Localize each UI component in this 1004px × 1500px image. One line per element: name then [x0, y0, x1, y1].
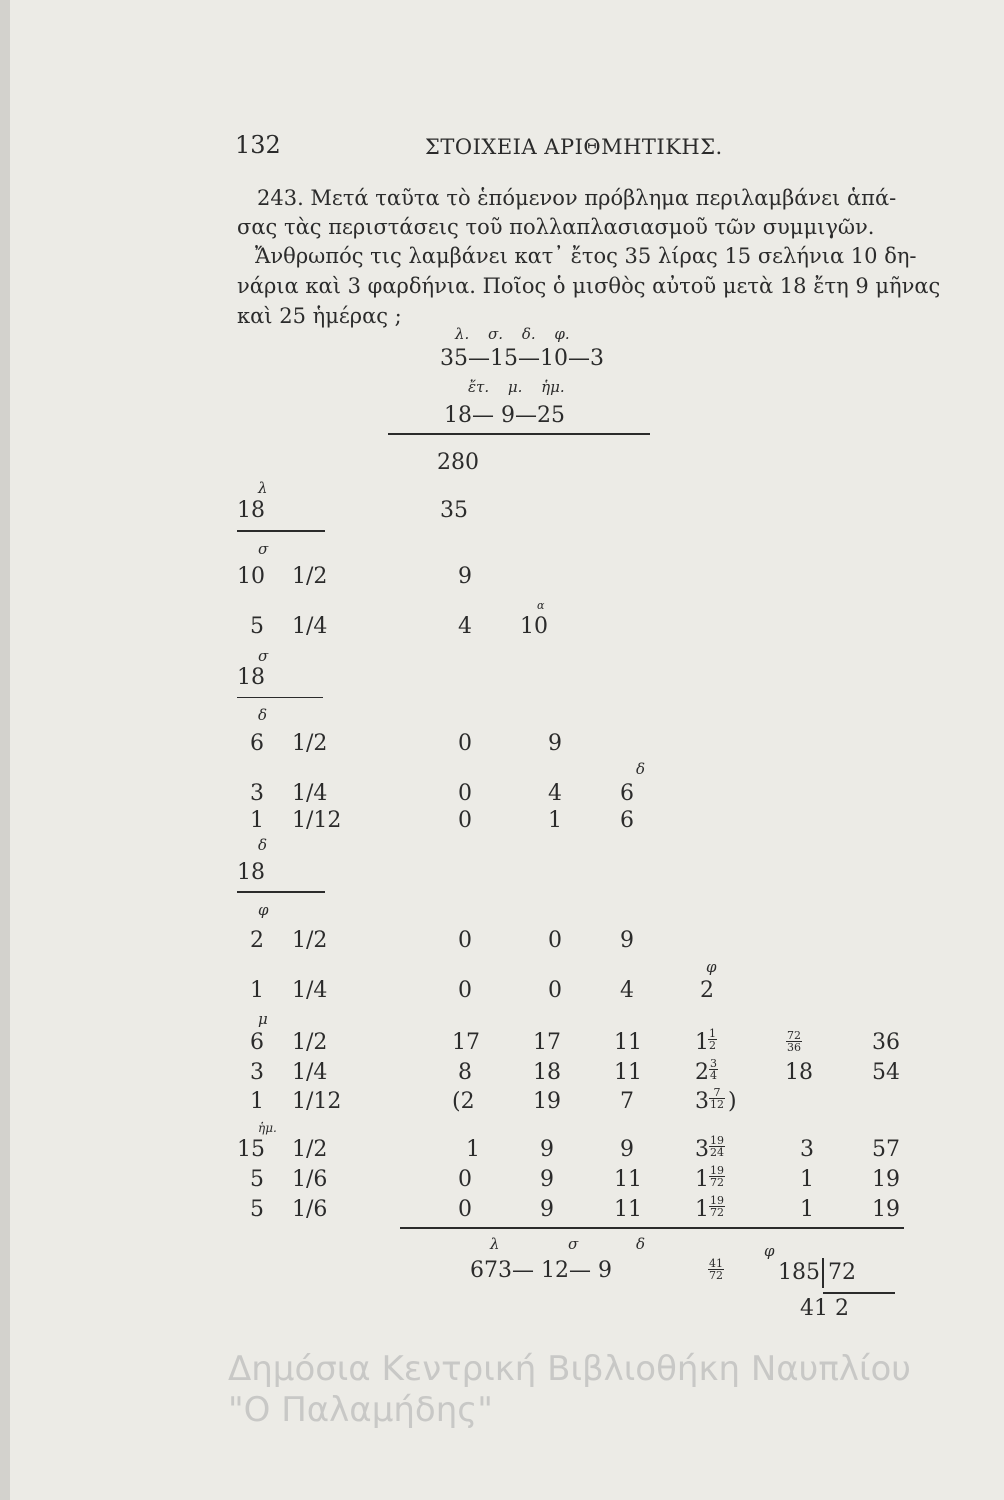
- division-dividend: 185: [778, 1260, 820, 1285]
- value-2: 2: [700, 978, 714, 1003]
- row5-a: 5: [250, 1167, 264, 1192]
- division-divisor: 72: [828, 1260, 856, 1285]
- fraction-half-a: 1/2: [292, 564, 328, 589]
- value-4-b: 4: [548, 781, 562, 806]
- unit-label-delta-3: δ: [258, 836, 268, 854]
- fraction-quarter-a: 1/4: [292, 614, 328, 639]
- fraction-quarter-b: 1/4: [292, 781, 328, 806]
- paragraph-line-3: Ἄνθρωπός τις λαμβάνει κατ᾽ ἔτος 35 λίρας 15 σελήνια 10 δη-: [255, 244, 917, 268]
- row2-g: 18: [785, 1060, 813, 1085]
- value-4-c: 4: [620, 978, 634, 1003]
- setup-values-2: 18— 9—25: [444, 403, 565, 428]
- row3-b: 1/12: [292, 1089, 342, 1114]
- value-6-a: 6: [620, 781, 634, 806]
- part-10: 10: [237, 564, 265, 589]
- rule-2: [237, 697, 323, 698]
- row5-h: 19: [872, 1167, 900, 1192]
- row4-d: 9: [540, 1137, 554, 1162]
- total-unit-lambda: λ: [490, 1235, 500, 1253]
- page-number: 132: [235, 131, 281, 159]
- row1-f: 1: [695, 1030, 709, 1055]
- fraction-half-b: 1/2: [292, 731, 328, 756]
- row2-h: 54: [872, 1060, 900, 1085]
- row2-c: 8: [458, 1060, 472, 1085]
- page-edge-shadow: [0, 0, 10, 1500]
- setup-units-2: ἔτ. μ. ἡμ.: [468, 378, 565, 396]
- division-result: 41 2: [800, 1296, 849, 1321]
- part-3-a: 3: [250, 781, 264, 806]
- unit-label-mu: μ: [258, 1010, 268, 1028]
- row5-c: 0: [458, 1167, 472, 1192]
- unit-label-phi-1: φ: [258, 901, 269, 919]
- paragraph-line-2: σας τὰς περιστάσεις τοῦ πολλαπλασιασμοῦ τῶν συμμιγῶν.: [237, 215, 875, 239]
- value-35: 35: [440, 498, 468, 523]
- part-1-a: 1: [250, 808, 264, 833]
- value-0-d: 0: [458, 928, 472, 953]
- row2-f: 2: [695, 1060, 709, 1085]
- row5-fraction: $\frac{19}{72}$: [710, 1164, 724, 1189]
- row5-e: 11: [614, 1167, 642, 1192]
- part-1-b: 1: [250, 978, 264, 1003]
- row4-h: 57: [872, 1137, 900, 1162]
- value-4-a: 4: [458, 614, 472, 639]
- row6-a: 5: [250, 1197, 264, 1222]
- multiplier-18-a: 18: [237, 498, 265, 523]
- unit-label-lambda: λ: [258, 479, 268, 497]
- row1-fraction: $\frac{1}{2}$: [709, 1027, 716, 1052]
- unit-label-sigma-1: σ: [258, 540, 269, 558]
- value-0-c: 0: [458, 808, 472, 833]
- row4-c: 1: [466, 1137, 480, 1162]
- paragraph-line-4: νάρια καὶ 3 φαρδήνια. Ποῖος ὁ μισθὸς αὐτοῦ μετὰ 18 ἔτη 9 μῆνας: [237, 274, 941, 298]
- total-unit-phi: φ: [764, 1242, 775, 1260]
- division-bar: [822, 1258, 824, 1288]
- row5-b: 1/6: [292, 1167, 328, 1192]
- value-280: 280: [437, 450, 479, 475]
- fraction-half-c: 1/2: [292, 928, 328, 953]
- multiplier-18-c: 18: [237, 860, 265, 885]
- row5-d: 9: [540, 1167, 554, 1192]
- library-watermark-line-1: Δημόσια Κεντρική Βιβλιοθήκη Ναυπλίου: [228, 1349, 911, 1389]
- row5-f: 1: [695, 1167, 709, 1192]
- library-watermark-line-2: "Ο Παλαμήδης": [228, 1390, 493, 1430]
- value-1-a: 1: [548, 808, 562, 833]
- paragraph-line-1: 243. Μετά ταῦτα τὸ ἑπόμενον πρόβλημα περιλαμβάνει ἁπά-: [257, 186, 897, 210]
- row6-c: 0: [458, 1197, 472, 1222]
- row1-fraction-2: $\frac{72}{36}$: [787, 1029, 801, 1054]
- setup-rule: [388, 433, 650, 435]
- value-0-a: 0: [458, 731, 472, 756]
- total-value: 673— 12— 9: [470, 1258, 612, 1283]
- total-rule: [400, 1227, 904, 1229]
- total-fraction: $\frac{41}{72}$: [709, 1257, 723, 1282]
- total-unit-delta: δ: [636, 1235, 646, 1253]
- multiplier-18-b: 18: [237, 665, 265, 690]
- setup-values-1: 35—15—10—3: [440, 346, 604, 371]
- row1-g: 36: [872, 1030, 900, 1055]
- row1-d: 17: [533, 1030, 561, 1055]
- row6-f: 1: [695, 1197, 709, 1222]
- value-9-a: 9: [458, 564, 472, 589]
- value-0-e: 0: [548, 928, 562, 953]
- value-6-b: 6: [620, 808, 634, 833]
- unit-label-delta-1: δ: [258, 706, 268, 724]
- row2-d: 18: [533, 1060, 561, 1085]
- value-9-c: 9: [620, 928, 634, 953]
- row3-d: 19: [533, 1089, 561, 1114]
- unit-label-delta-2: δ: [636, 760, 646, 778]
- value-0-f: 0: [458, 978, 472, 1003]
- row4-e: 9: [620, 1137, 634, 1162]
- running-title: ΣΤΟΙΧΕΙΑ ΑΡΙΘΜΗΤΙΚΗΣ.: [425, 135, 723, 159]
- row6-g: 1: [800, 1197, 814, 1222]
- row1-c: 17: [452, 1030, 480, 1055]
- total-unit-sigma: σ: [568, 1235, 579, 1253]
- value-0-g: 0: [548, 978, 562, 1003]
- row3-fraction: $\frac{7}{12}$: [710, 1086, 724, 1111]
- row4-f: 3: [695, 1137, 709, 1162]
- row3-c: (2: [452, 1089, 475, 1114]
- row5-g: 1: [800, 1167, 814, 1192]
- row4-fraction: $\frac{19}{24}$: [710, 1134, 724, 1159]
- value-0-b: 0: [458, 781, 472, 806]
- unit-label-hmera: ἡμ.: [258, 1121, 277, 1135]
- value-9-b: 9: [548, 731, 562, 756]
- row3-f: 3: [695, 1089, 709, 1114]
- fraction-quarter-c: 1/4: [292, 978, 328, 1003]
- unit-label-sigma-2: σ: [258, 647, 269, 665]
- row6-b: 1/6: [292, 1197, 328, 1222]
- row3-g: ): [728, 1089, 737, 1114]
- row2-fraction: $\frac{3}{4}$: [710, 1057, 717, 1082]
- unit-label-phi-2: φ: [706, 958, 717, 976]
- row6-d: 9: [540, 1197, 554, 1222]
- row1-e: 11: [614, 1030, 642, 1055]
- row4-b: 1/2: [292, 1137, 328, 1162]
- division-rule: [823, 1292, 895, 1294]
- row3-a: 1: [250, 1089, 264, 1114]
- row2-e: 11: [614, 1060, 642, 1085]
- part-5: 5: [250, 614, 264, 639]
- row6-h: 19: [872, 1197, 900, 1222]
- row6-e: 11: [614, 1197, 642, 1222]
- unit-label-alpha: α: [537, 599, 545, 612]
- rule-3: [237, 891, 325, 893]
- row4-a: 15: [237, 1137, 265, 1162]
- row1-a: 6: [250, 1030, 264, 1055]
- fraction-twelfth-a: 1/12: [292, 808, 342, 833]
- rule-1: [237, 530, 325, 532]
- part-6-a: 6: [250, 731, 264, 756]
- row6-fraction: $\frac{19}{72}$: [710, 1194, 724, 1219]
- paragraph-line-5: καὶ 25 ἡμέρας ;: [237, 304, 402, 328]
- row3-e: 7: [620, 1089, 634, 1114]
- row2-a: 3: [250, 1060, 264, 1085]
- part-2: 2: [250, 928, 264, 953]
- setup-units-1: λ. σ. δ. φ.: [455, 325, 570, 343]
- value-10: 10: [520, 614, 548, 639]
- row1-b: 1/2: [292, 1030, 328, 1055]
- row2-b: 1/4: [292, 1060, 328, 1085]
- row4-g: 3: [800, 1137, 814, 1162]
